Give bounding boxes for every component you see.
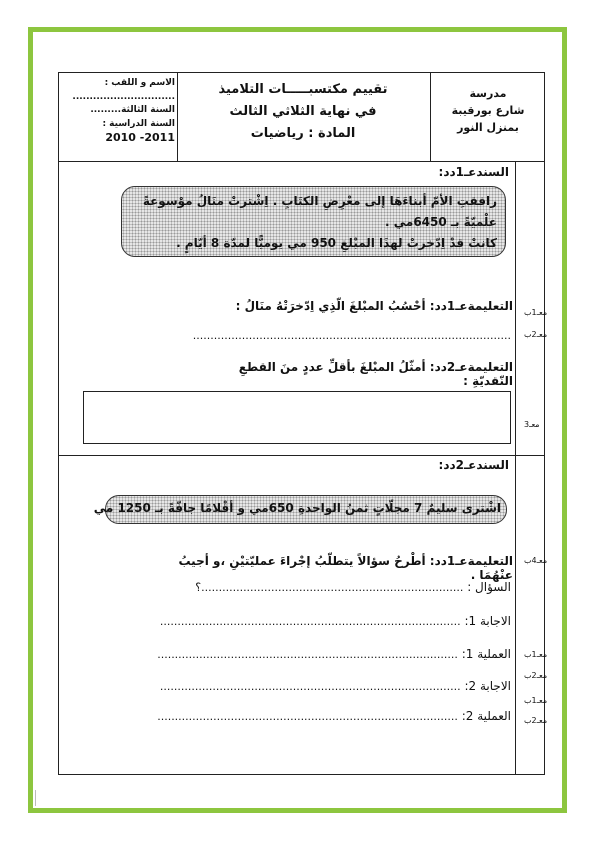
operation-1-label: العملية 1: [461,647,511,661]
school-block [432,85,544,136]
school-label: مدرسة [469,87,507,100]
mark-criterion: معـ2ب [524,330,548,339]
student-info-block [63,77,175,145]
question-line [155,580,511,602]
mark-criterion: معـ2ب [524,671,548,680]
name-label: الاسم و اللقب : [104,78,175,88]
operation-1-line [155,647,511,669]
answer-1-label: الاجابة 1: [464,614,511,628]
operation-2-label: العملية 2: [461,709,511,723]
support-1-text [131,191,497,254]
support-2-text: اشْترى سليمٌ 7 مجلّاتٍ ثمنُ الواحدةِ 650مي و أقْلامًا جافّةً بـ 1250 مي [93,501,501,515]
instruction-1-2: التعليمةعـ2دد: أمثّلُ المبْلغَ بأقلِّ عددٍ منَ القطعِ النّقديّةِ : [238,360,513,388]
name-dots: .............................. [72,91,175,102]
header-col-divider-right [430,73,431,161]
answer-2-label: الاجابة 2: [464,679,511,693]
instruction-1-1: التعليمةعـ1دد: أحْسُبُ المبْلغَ الّذِي اِدّخرَتْهُ منَالُ : [235,299,513,313]
school-year-value: 2011- 2010 [105,131,175,144]
marks-column-divider [515,161,516,775]
mark-criterion: معـ1ب [524,308,548,317]
exam-subject: المادة : رياضيات [250,126,356,141]
question-label: السؤال : [467,580,511,594]
coins-answer-box[interactable] [83,391,511,444]
mark-criterion: معـ3 [524,420,540,429]
header-divider [59,161,545,162]
section-divider [59,455,545,456]
scan-artifact [35,790,36,806]
exam-sheet [58,72,548,775]
school-street: شارع بورقيبة [451,104,525,117]
mark-criterion: معـ2ب [524,716,548,725]
operation-2-line [155,709,511,731]
question-dots[interactable]: ...........................................................................؟ [195,581,464,594]
answer-2-dots[interactable]: ...................................................................................... [159,680,461,693]
operation-1-dots[interactable]: ...................................................................................... [157,648,458,661]
support-2-title: السندعـ2دد: [438,458,509,472]
exam-title: تقييم مكتسبـــــات التلاميذ [218,82,388,97]
instruction-2-1: التعليمةعـ1دد: أطْرحُ سؤالاً يتطلّبُ إجْراءَ عمليّتيْنِ ،و أجيبُ عنْهُمَا . [178,554,513,582]
support-1-title: السندعـ1دد: [438,165,509,179]
support-1-line-3: كانتْ قدْ اِدّخرتْ لهذَا المبْلغِ 950 مي يوميًّا لمدّة 8 أيّامٍ . [176,236,497,250]
class-label: السنة الثالثة......... [90,105,175,115]
school-town: بمنزل النور [457,121,519,134]
answer-1-dots[interactable]: ...................................................................................... [159,615,461,628]
exam-period: في نهاية الثلاثي الثالث [229,104,377,119]
answer-2-line [155,679,511,701]
mark-criterion: معـ1ب [524,696,548,705]
school-year-label: السنة الدراسية : [102,118,175,129]
operation-2-dots[interactable]: ...................................................................................... [157,710,458,723]
support-1-line-1: رافقتِ الأمّ أبناءَهَا إلى معْرِضِ الكتَابِ . اِشْترتْ منَالُ موْسوعةً [142,194,497,208]
header-col-divider-left [177,73,178,161]
exam-title-block [179,79,427,145]
support-1-line-2: علْميّةً بـ 6450مي . [385,215,497,229]
mark-criterion: معـ4ب [524,556,548,565]
answer-1-line [155,614,511,636]
instruction-1-1-answer-line[interactable]: ........................................................................................... [192,329,511,342]
mark-criterion: معـ1ب [524,650,548,659]
